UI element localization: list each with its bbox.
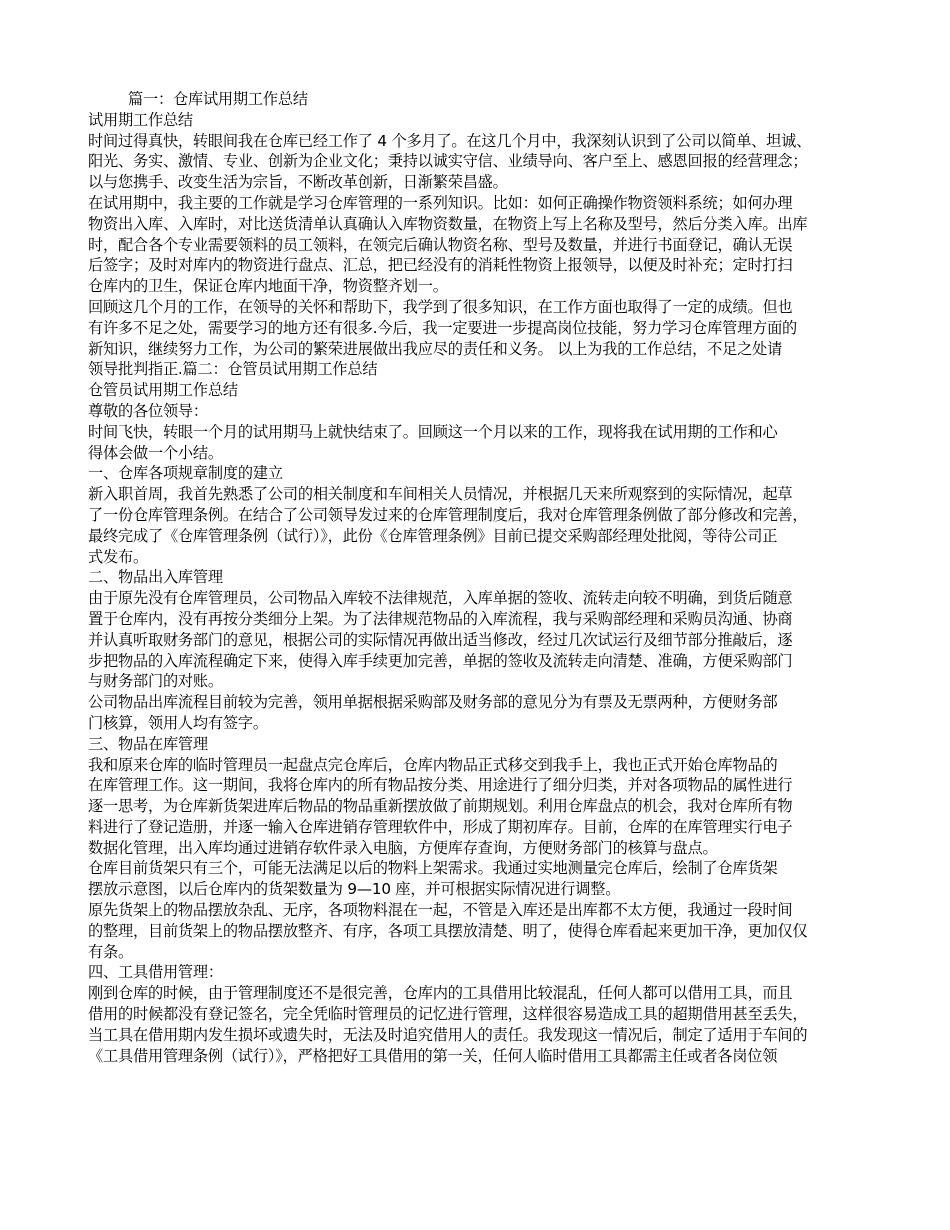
text-line: 了一份仓库管理条例。在结合了公司领导发过来的仓库管理制度后，我对仓库管理条例做了部分修改和完善， <box>88 505 808 524</box>
text-line: 有条。 <box>88 942 133 961</box>
text-line: 我和原来仓库的临时管理员一起盘点完仓库后，仓库内物品正式移交到我手上，我也正式开始仓库物品的 <box>88 755 778 774</box>
text-line: 借用的时候都没有登记签名，完全凭临时管理员的记忆进行管理，这样很容易造成工具的超期借用甚至丢失， <box>88 1005 808 1024</box>
document-title: 篇一：仓库试用期工作总结 <box>128 90 308 108</box>
text-line: 二、物品出入库管理 <box>88 568 223 587</box>
text-line: 门核算，领用人均有签字。 <box>88 713 268 732</box>
text-line: 最终完成了《仓库管理条例（试行）》，此份《仓库管理条例》目前已提交采购部经理处批阅，等待公司正 <box>88 526 778 545</box>
text-line: 一、仓库各项规章制度的建立 <box>88 464 283 483</box>
text-line: 在库管理工作。这一期间，我将仓库内的所有物品按分类、用途进行了细分归类，并对各项物品的属性进行 <box>88 776 793 795</box>
text-line: 步把物品的入库流程确定下来，使得入库手续更加完善，单据的签收及流转走向清楚、准确，方便采购部门 <box>88 651 793 670</box>
text-line: 仓管员试用期工作总结 <box>88 381 238 400</box>
text-line: 的整理，目前货架上的物品摆放整齐、有序，各项工具摆放清楚、明了，使得仓库看起来更加干净，更加仅仅 <box>88 921 808 940</box>
text-line: 数据化管理，出入库均通过进销存软件录入电脑，方便库存查询，方便财务部门的核算与盘点。 <box>88 838 718 857</box>
text-line: 在试用期中，我主要的工作就是学习仓库管理的一系列知识。比如：如何正确操作物资领料系统；如何办理 <box>88 193 793 212</box>
document-body <box>88 89 868 1066</box>
text-line: 并认真听取财务部门的意见，根据公司的实际情况再做出适当修改，经过几次试运行及细节部分推敲后，逐 <box>88 630 793 649</box>
text-line: 时间飞快，转眼一个月的试用期马上就快结束了。回顾这一个月以来的工作，现将我在试用期的工作和心 <box>88 422 778 441</box>
text-line: 物资出入库、入库时，对比送货清单认真确认入库物资数量，在物资上写上名称及型号，然后分类入库。出库 <box>88 214 808 233</box>
text-line: 与财务部门的对账。 <box>88 672 223 691</box>
text-line: 后签字；及时对库内的物资进行盘点、汇总，把已经没有的消耗性物资上报领导，以便及时补充；定时打扫 <box>88 256 793 275</box>
text-line: 时间过得真快，转眼间我在仓库已经工作了 4 个多月了。在这几个月中，我深刻认识到了公司以简单、坦诚、 <box>88 131 812 150</box>
text-line: 试用期工作总结 <box>88 110 193 129</box>
text-line: 尊敬的各位领导： <box>88 401 208 420</box>
text-line: 领导批判指正.篇二：仓管员试用期工作总结 <box>88 360 378 379</box>
text-line: 原先货架上的物品摆放杂乱、无序，各项物料混在一起，不管是入库还是出库都不太方便，我通过一段时间 <box>88 901 793 920</box>
text-line: 回顾这几个月的工作，在领导的关怀和帮助下，我学到了很多知识，在工作方面也取得了一定的成绩。但也 <box>88 297 793 316</box>
text-line: 《工具借用管理条例（试行）》，严格把好工具借用的第一关，任何人临时借用工具都需主任或者各岗位领 <box>88 1046 778 1065</box>
text-line: 公司物品出库流程目前较为完善，领用单据根据采购部及财务部的意见分为有票及无票两种，方便财务部 <box>88 693 778 712</box>
text-line: 得体会做一个小结。 <box>88 443 223 462</box>
text-line: 仓库目前货架只有三个，可能无法满足以后的物料上架需求。我通过实地测量完仓库后，绘制了仓库货架 <box>88 859 778 878</box>
text-line: 时，配合各个专业需要领料的员工领料，在领完后确认物资名称、型号及数量，并进行书面登记，确认无误 <box>88 235 793 254</box>
text-line: 由于原先没有仓库管理员，公司物品入库较不法律规范，入库单据的签收、流转走向较不明确，到货后随意 <box>88 589 793 608</box>
text-line: 阳光、务实、激情、专业、创新为企业文化；秉持以诚实守信、业绩导向、客户至上、感恩回报的经营理念； <box>88 152 808 171</box>
text-line: 仓库内的卫生，保证仓库内地面干净，物资整齐划一。 <box>88 277 448 296</box>
text-line: 逐一思考，为仓库新货架进库后物品的物品重新摆放做了前期规划。利用仓库盘点的机会，我对仓库所有物 <box>88 797 793 816</box>
text-line: 置于仓库内，没有再按分类细分上架。为了法律规范物品的入库流程，我与采购部经理和采购员沟通、协商 <box>88 609 793 628</box>
text-line: 四、工具借用管理： <box>88 963 223 982</box>
text-line: 摆放示意图，以后仓库内的货架数量为 9—10 座，并可根据实际情况进行调整。 <box>88 880 621 899</box>
text-line: 新入职首周，我首先熟悉了公司的相关制度和车间相关人员情况，并根据几天来所观察到的实际情况，起草 <box>88 485 793 504</box>
text-line: 料进行了登记造册，并逐一输入仓库进销存管理软件中，形成了期初库存。目前，仓库的在库管理实行电子 <box>88 817 793 836</box>
text-line: 刚到仓库的时候，由于管理制度还不是很完善，仓库内的工具借用比较混乱，任何人都可以借用工具，而且 <box>88 984 793 1003</box>
text-line: 以与您携手、改变生活为宗旨，不断改革创新，日渐繁荣昌盛。 <box>88 173 508 192</box>
text-line: 新知识，继续努力工作，为公司的繁荣进展做出我应尽的责任和义务。 以上为我的工作总结，不足之处请 <box>88 339 783 358</box>
text-line: 三、物品在库管理 <box>88 734 208 753</box>
text-line: 当工具在借用期内发生损坏或遗失时，无法及时追究借用人的责任。我发现这一情况后，制定了适用于车间的 <box>88 1025 808 1044</box>
text-line: 有许多不足之处，需要学习的地方还有很多.今后，我一定要进一步提高岗位技能，努力学习仓库管理方面的 <box>88 318 798 337</box>
text-line: 式发布。 <box>88 547 148 566</box>
